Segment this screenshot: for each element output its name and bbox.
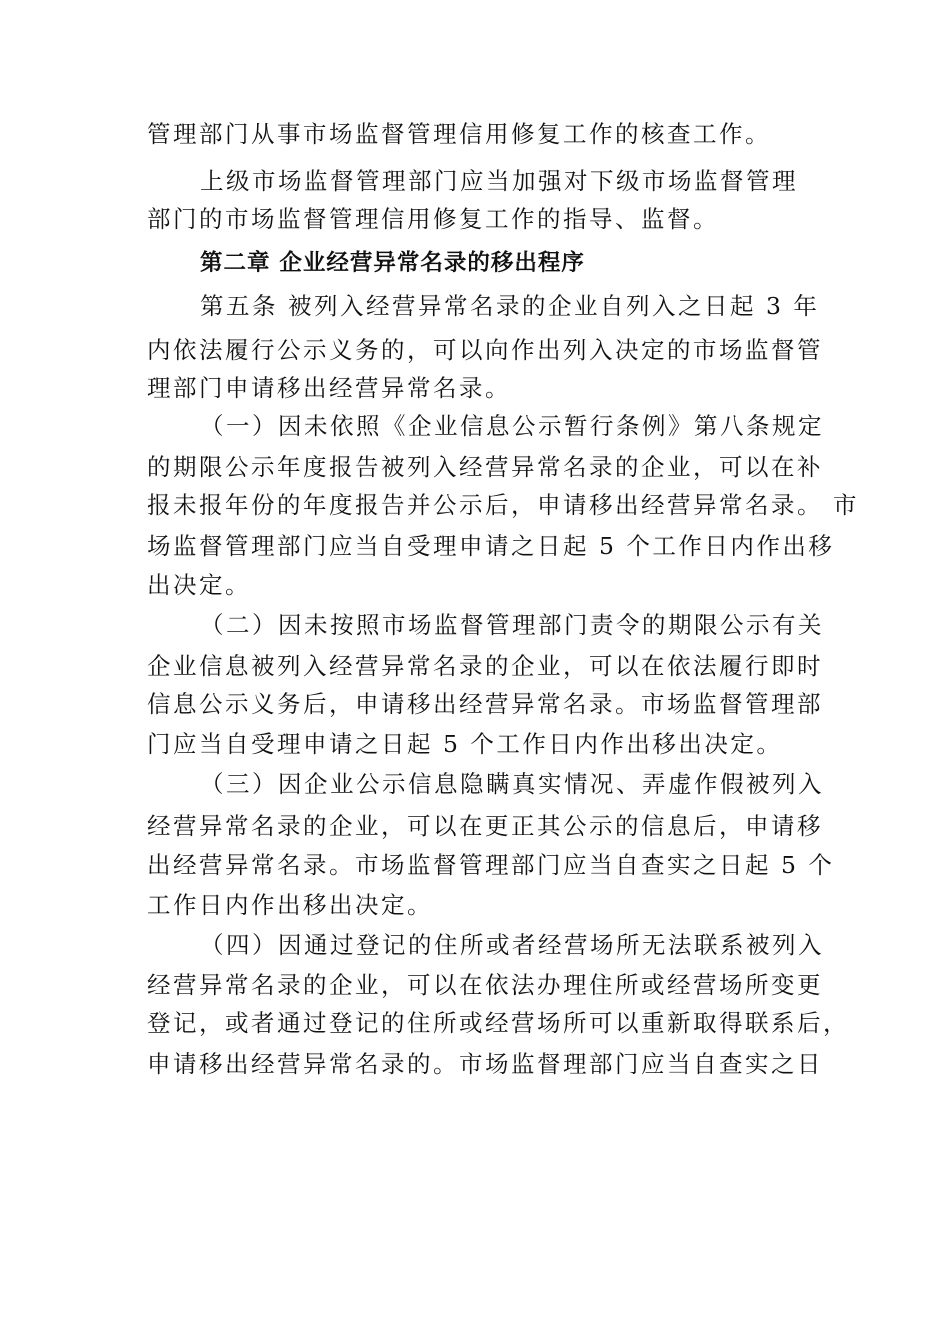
- text-line: 经营异常名录的企业，可以在依法办理住所或经营场所变更: [147, 971, 823, 999]
- clause-line: （二）因未按照市场监督管理部门责令的期限公示有关: [200, 611, 824, 639]
- text-line: 工作日内作出移出决定。: [147, 891, 433, 919]
- clause-line: （四）因通过登记的住所或者经营场所无法联系被列入: [200, 931, 824, 959]
- text-line: 报未报年份的年度报告并公示后，申请移出经营异常名录。 市: [147, 491, 859, 519]
- text-line: 场监督管理部门应当自受理申请之日起 5 个工作日内作出移: [147, 532, 835, 560]
- text-line: 上级市场监督管理部门应当加强对下级市场监督管理: [200, 167, 798, 195]
- text-line: 内依法履行公示义务的，可以向作出列入决定的市场监督管: [147, 336, 823, 364]
- text-line: 的期限公示年度报告被列入经营异常名录的企业，可以在补: [147, 453, 823, 481]
- text-line: 申请移出经营异常名录的。市场监督理部门应当自查实之日: [147, 1050, 823, 1078]
- text-line: 登记，或者通过登记的住所或经营场所可以重新取得联系后，: [147, 1009, 849, 1037]
- text-line: 门应当自受理申请之日起 5 个工作日内作出移出决定。: [147, 730, 783, 758]
- text-line: 经营异常名录的企业，可以在更正其公示的信息后，申请移: [147, 812, 823, 840]
- text-line: 出经营异常名录。市场监督管理部门应当自查实之日起 5 个: [147, 851, 835, 879]
- article-heading-line: 第五条 被列入经营异常名录的企业自列入之日起 3 年: [200, 292, 820, 320]
- text-line: 出决定。: [147, 571, 251, 599]
- text-line: 理部门申请移出经营异常名录。: [147, 374, 511, 402]
- text-line: 管理部门从事市场监督管理信用修复工作的核查工作。: [147, 120, 771, 148]
- chapter-heading: 第二章 企业经营异常名录的移出程序: [200, 250, 585, 276]
- text-line: 企业信息被列入经营异常名录的企业，可以在依法履行即时: [147, 652, 823, 680]
- text-line: 信息公示义务后，申请移出经营异常名录。市场监督管理部: [147, 690, 823, 718]
- text-line: 部门的市场监督管理信用修复工作的指导、监督。: [147, 205, 719, 233]
- clause-line: （三）因企业公示信息隐瞒真实情况、弄虚作假被列入: [200, 770, 824, 798]
- clause-line: （一）因未依照《企业信息公示暂行条例》第八条规定: [200, 412, 824, 440]
